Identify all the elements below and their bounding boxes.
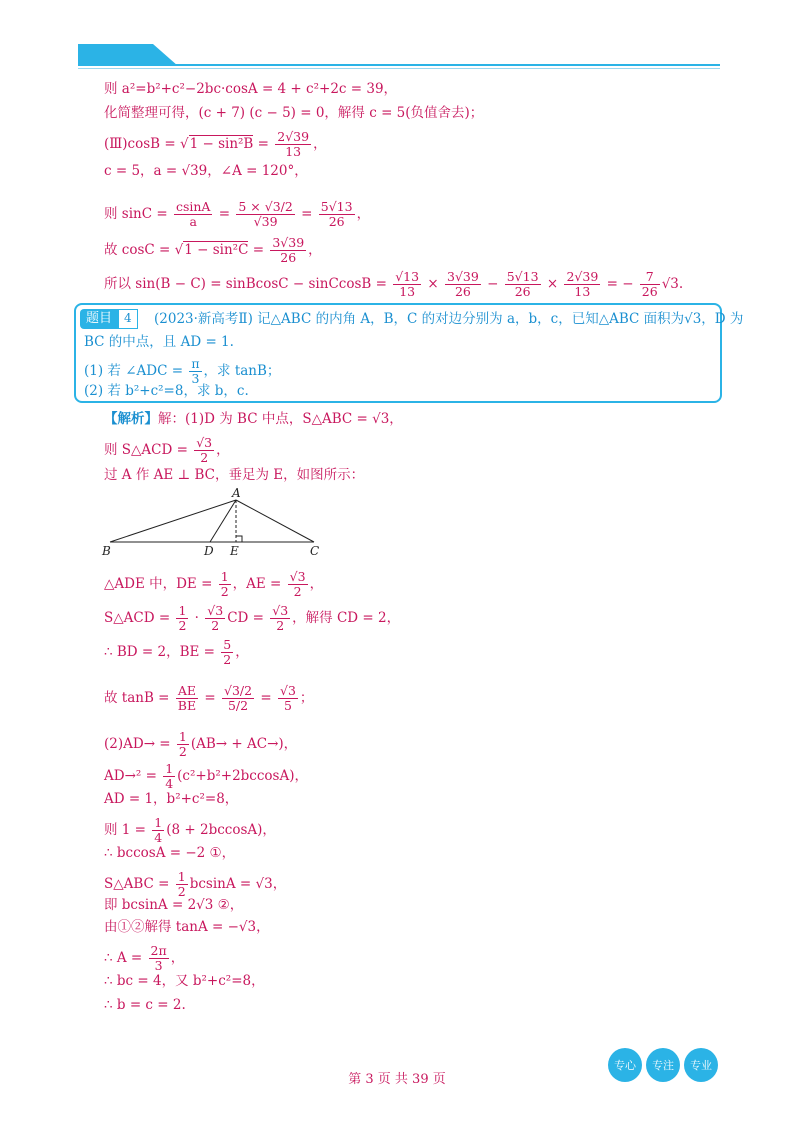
text-line: ∴ A = $\frac{2\pi}{3}$ ， (104, 943, 185, 973)
badge-bubble: 专业 (684, 1048, 718, 1082)
text-line: ∴ bc = 4，又 b²+c²=8， (104, 973, 265, 989)
footer-badges (608, 1048, 718, 1082)
text-line: 故 tanB = $\frac{AE}{BE}$ = $\frac{√3/2}{5/2}$ = $\frac{√3}{5}$ ； (104, 683, 314, 713)
text-line: 所以 sin(B − C) = sinBcosC − sinCcosB = $\frac{√13}{13}$ × $\frac{3√39}{26}$ − $\frac{5√13}{26}$ × $\frac{2√39}{13}$ = − $\frac{7}{26}$ √3. (104, 269, 684, 299)
text-line: ∴ BD = 2，BE = $\frac{5}{2}$ ， (104, 637, 249, 667)
problem-text: (2023·新高考Ⅱ) 记△ABC 的内角 A，B，C 的对边分别为 a，b，c，已知△ABC 面积为√3，D 为 (154, 311, 744, 327)
vertex-label-d: D (204, 544, 214, 558)
triangle-diagram (100, 486, 330, 558)
text-line: c = 5，a = √39，∠A = 120°， (104, 163, 308, 179)
problem-text: (2) 若 b²+c²=8，求 b，c. (84, 383, 249, 399)
vertex-label-a: A (232, 486, 241, 500)
text-line: 则 S△ACD = $\frac{√3}{2}$ ， (104, 435, 230, 465)
text-line: 则 1 = $\frac{1}{4}$ (8 + 2bccosA)， (104, 815, 276, 845)
text-line: AD = 1，b²+c²=8， (104, 791, 239, 807)
text-line: 化简整理可得，(c + 7) (c − 5) = 0，解得 c = 5(负值舍去)； (104, 105, 484, 121)
text-line: ∴ b = c = 2. (104, 997, 186, 1013)
text-line: AD→² = $\frac{1}{4}$ (c²+b²+2bccosA)， (104, 761, 308, 791)
text-line: △ADE 中，DE = $\frac{1}{2}$ ，AE = $\frac{√3}{2}$ ， (104, 569, 324, 599)
text-line: S△ABC = $\frac{1}{2}$ bcsinA = √3， (104, 869, 287, 899)
vertex-label-c: C (310, 544, 320, 558)
text-line: 故 cosC = √1 − sin²C = $\frac{3√39}{26}$ ， (104, 235, 322, 265)
text-line: 过 A 作 AE ⊥ BC，垂足为 E，如图所示： (104, 467, 365, 483)
text-line: 则 sinC = $\frac{csinA}{a}$ = $\frac{5 \times √3/2}{√39}$ = $\frac{5√13}{26}$ ， (104, 199, 371, 229)
header-tab-decoration (78, 44, 178, 66)
text-line: 【解析】解：(1)D 为 BC 中点，S△ABC = √3， (104, 411, 403, 427)
text-line: (2)AD→ = $\frac{1}{2}$ (AB→ + AC→)， (104, 729, 298, 759)
problem-text: (1) 若 ∠ADC = $\frac{\pi}{3}$ ，求 tanB； (84, 356, 281, 386)
text-line: (Ⅲ)cosB = √1 − sin²B = $\frac{2√39}{13}$ ， (104, 129, 327, 159)
header-rule (78, 64, 720, 70)
badge-bubble: 专注 (646, 1048, 680, 1082)
text-line: 由①②解得 tanA = −√3， (104, 919, 270, 935)
text-line: S△ACD = $\frac{1}{2}$ · $\frac{√3}{2}$ CD = $\frac{√3}{2}$ ，解得 CD = 2， (104, 603, 401, 633)
vertex-label-e: E (230, 544, 239, 558)
vertex-label-b: B (102, 544, 111, 558)
problem-box (74, 303, 744, 403)
problem-badge: 题目 4 (80, 309, 138, 329)
problem-text: BC 的中点，且 AD = 1. (84, 334, 234, 350)
solution-label: 【解析】 (104, 411, 158, 427)
text-line: 即 bcsinA = 2√3 ②， (104, 897, 244, 913)
text-line: ∴ bccosA = −2 ①， (104, 845, 236, 861)
badge-bubble: 专心 (608, 1048, 642, 1082)
page-footer: 第 3 页 共 39 页 (348, 1072, 446, 1087)
text-line: 则 a²=b²+c²−2bc·cosA = 4 + c²+2c = 39， (104, 81, 398, 97)
